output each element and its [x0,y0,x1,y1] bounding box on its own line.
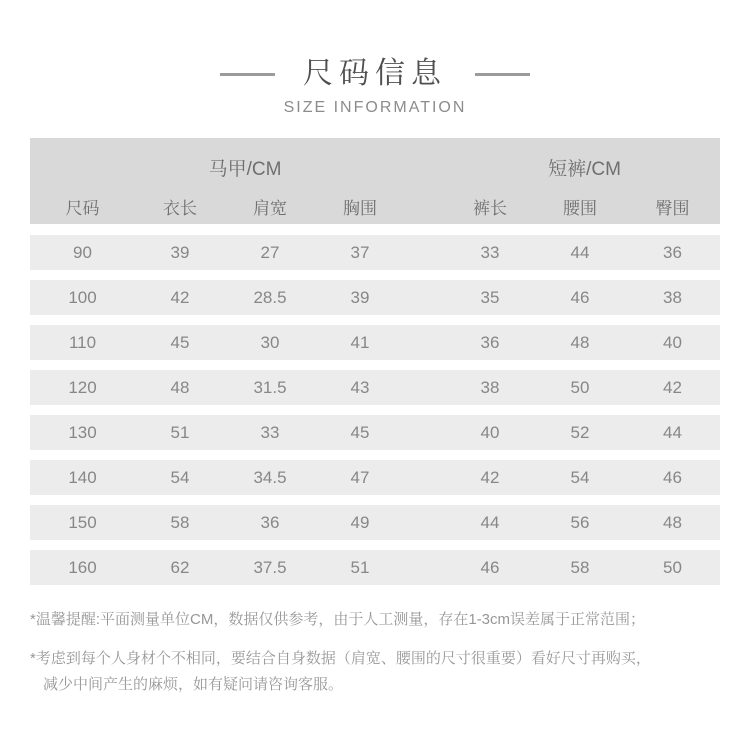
value-cell: 46 [570,287,590,307]
value-cell: 46 [663,467,682,487]
size-cell: 160 [68,557,97,577]
size-cell: 90 [73,242,92,262]
value-cell: 42 [170,287,190,307]
value-cell: 50 [570,377,590,397]
value-cell: 38 [663,287,682,307]
value-cell: 34.5 [253,467,287,487]
size-cell: 120 [68,377,97,397]
value-cell: 51 [170,422,190,442]
value-cell: 54 [570,467,590,487]
value-cell: 48 [170,377,190,397]
notes-section [30,607,720,698]
column-header-row [30,188,720,224]
value-cell: 43 [350,377,370,397]
value-cell: 33 [260,422,280,442]
size-cell: 110 [68,332,97,352]
value-cell: 51 [350,557,370,577]
value-cell: 52 [570,422,590,442]
value-cell: 28.5 [253,287,287,307]
note-sizing-advice [30,646,720,698]
column-header-waist: 腰围 [563,198,597,218]
value-cell: 42 [480,467,500,487]
value-cell: 47 [350,467,370,487]
value-cell: 48 [570,332,590,352]
value-cell: 62 [170,557,190,577]
note-measurement-tolerance: *温馨提醒:平面测量单位CM，数据仅供参考，由于人工测量，存在1-3cm误差属于正常范围； [30,611,646,628]
column-header-shoulder: 肩宽 [253,198,287,218]
value-cell: 49 [350,512,370,532]
value-cell: 37.5 [253,557,287,577]
value-cell: 39 [350,287,370,307]
value-cell: 44 [480,512,500,532]
table-row [30,370,720,405]
note-sizing-advice-line1: *考虑到每个人身材个不相同，要结合自身数据（肩宽、腰围的尺寸很重要）看好尺寸再购买， [30,650,651,667]
size-cell: 130 [68,422,97,442]
value-cell: 50 [663,557,682,577]
value-cell: 37 [350,242,370,262]
column-header-pants-length: 裤长 [473,198,507,218]
column-header-chest: 胸围 [343,198,377,218]
value-cell: 42 [663,377,682,397]
table-header [30,138,720,224]
column-header-hip: 臀围 [655,198,690,218]
value-cell: 45 [350,422,370,442]
table-row [30,235,720,270]
value-cell: 56 [570,512,590,532]
value-cell: 38 [480,377,500,397]
value-cell: 58 [170,512,190,532]
value-cell: 39 [170,242,190,262]
vest-group-header: 马甲/CM [208,159,282,180]
shorts-group-header: 短裤/CM [548,159,621,180]
value-cell: 44 [663,422,682,442]
group-header-row [30,147,720,188]
value-cell: 31.5 [253,377,287,397]
value-cell: 36 [480,332,500,352]
title-dash-left [220,73,275,76]
value-cell: 54 [170,467,190,487]
size-cell: 140 [68,467,97,487]
table-row [30,280,720,315]
value-cell: 40 [480,422,500,442]
table-row [30,550,720,585]
size-cell: 100 [68,287,97,307]
value-cell: 36 [663,242,682,262]
column-header-length: 衣长 [163,198,197,218]
value-cell: 46 [480,557,500,577]
value-cell: 30 [260,332,280,352]
page-subtitle: SIZE INFORMATION [283,99,467,116]
title-dash-right [475,73,530,76]
title-row [0,56,750,92]
value-cell: 27 [260,242,280,262]
value-cell: 33 [480,242,500,262]
value-cell: 58 [570,557,590,577]
value-cell: 35 [480,287,500,307]
table-row [30,415,720,450]
value-cell: 45 [170,332,190,352]
value-cell: 48 [663,512,682,532]
value-cell: 41 [350,332,370,352]
page-header [0,0,750,117]
value-cell: 44 [570,242,590,262]
page-title: 尺码信息 [303,57,447,90]
column-header-size: 尺码 [65,198,100,218]
table-row [30,460,720,495]
table-row [30,325,720,360]
value-cell: 36 [260,512,280,532]
size-table [0,138,750,585]
note-sizing-advice-line2: 减少中间产生的麻烦，如有疑问请咨询客服。 [43,676,344,693]
table-row [30,505,720,540]
size-cell: 150 [68,512,97,532]
value-cell: 40 [663,332,682,352]
